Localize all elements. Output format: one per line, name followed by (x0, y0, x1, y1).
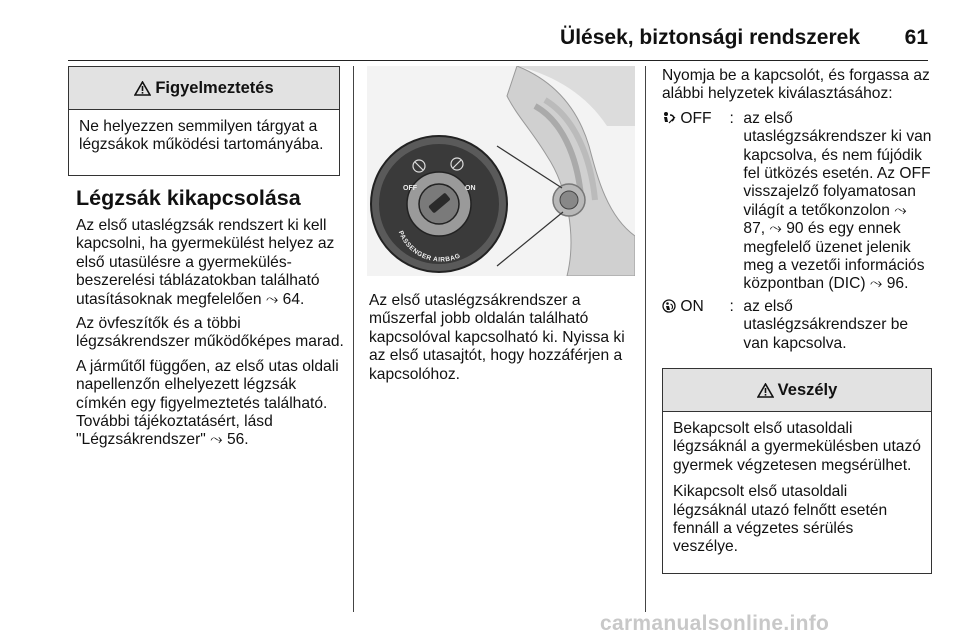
definition-on: ON : az első utaslégzsákrendszer be van kapcsolva. (662, 298, 932, 353)
warning-box-header (69, 67, 339, 110)
airbag-on-icon (662, 299, 676, 313)
definition-on-desc: az első utaslégzsákrendszer be van kapcsolva. (743, 297, 909, 352)
airbag-off-icon (662, 111, 676, 125)
danger-box-paragraph-1: Bekapcsolt első utasoldali légzsáknál a gyermekülésben utazó gyermek végzetesen megsérülhet. (673, 420, 921, 474)
intro-text: Nyomja be a kapcsolót, és forgassa az alábbi helyzetek kiválasztásához: (662, 67, 930, 103)
section-paragraph-2: Az övfeszítők és a többi légzsákrendszer működőképes marad. (76, 315, 344, 351)
definition-off-desc: az első utaslégzsákrendszer ki van kapcsolva, és nem fújódik fel ütközés esetén. Az OFF visszajelző folyamatosan világít a tetőkonzolon ⤳ 87, ⤳ 90 és egy ennek megfelelő üzenet jelenik meg a vezetői információs központban (DIC) ⤳ 96. (743, 109, 932, 293)
danger-triangle-icon (757, 383, 774, 398)
figure-caption (369, 292, 637, 384)
page-number: 61 (904, 26, 928, 49)
danger-box-paragraph-2: Kikapcsolt első utasoldali légzsáknál utazó felnőtt esetén fennáll a végzetes sérülés veszélye. (673, 483, 888, 556)
warning-box (68, 66, 340, 176)
definition-off-term: OFF (680, 109, 712, 127)
figure-caption-text: Az első utaslégzsákrendszer a műszerfal jobb oldalán található kapcsolóval kapcsolható ki. Nyissa ki az első utasajtót, hogy hozzáférjen a kapcsolóhoz. (369, 292, 625, 383)
header-rule (68, 60, 928, 61)
section-body (76, 186, 344, 456)
danger-box-header (663, 369, 931, 412)
column-divider-left (353, 66, 354, 612)
danger-box (662, 368, 932, 574)
section-paragraph-3: A járműtől függően, az első utas oldali napellenzőn elhelyezett légzsák címkén egy figyelmeztetés található. További tájékoztatásért, lásd "Légzsákrendszer" ⤳ 56. (76, 357, 339, 449)
definition-off: OFF : az első utaslégzsákrendszer ki van kapcsolva, és nem fújódik fel ütközés esetén. Az OFF visszajelző folyamatosan világít a tetőkonzolon ⤳ 87, ⤳ 90 és egy ennek megfelelő üzenet jelenik meg a vezetői információs központban (DIC) ⤳ 96. (662, 110, 932, 294)
right-column (662, 67, 932, 353)
danger-box-title: Veszély (777, 380, 838, 399)
warning-triangle-icon (134, 81, 151, 96)
definition-on-term: ON (680, 297, 704, 315)
switch-off-label: OFF (403, 185, 417, 192)
switch-on-label: ON (465, 185, 476, 192)
section-paragraph-1: Az első utaslégzsák rendszert ki kell kapcsolni, ha gyermekülést helyez az első utasülésre a gyermekülés-beszerelési táblázatokban található utasításoknak megfelelően ⤳ 64. (76, 217, 335, 308)
airbag-switch-illustration (367, 66, 635, 276)
airbag-switch-figure (367, 66, 635, 276)
watermark: carmanualsonline.info (600, 612, 830, 635)
page-header-title: Ülések, biztonsági rendszerek (560, 26, 860, 49)
warning-box-title: Figyelmeztetés (155, 78, 274, 97)
warning-box-text: Ne helyezzen semmilyen tárgyat a légzsákok működési tartományába. (79, 118, 324, 154)
column-divider-right (645, 66, 646, 612)
section-heading: Légzsák kikapcsolása (76, 186, 301, 210)
switch-ring-label: PASSENGER AIRBAG (396, 229, 462, 264)
